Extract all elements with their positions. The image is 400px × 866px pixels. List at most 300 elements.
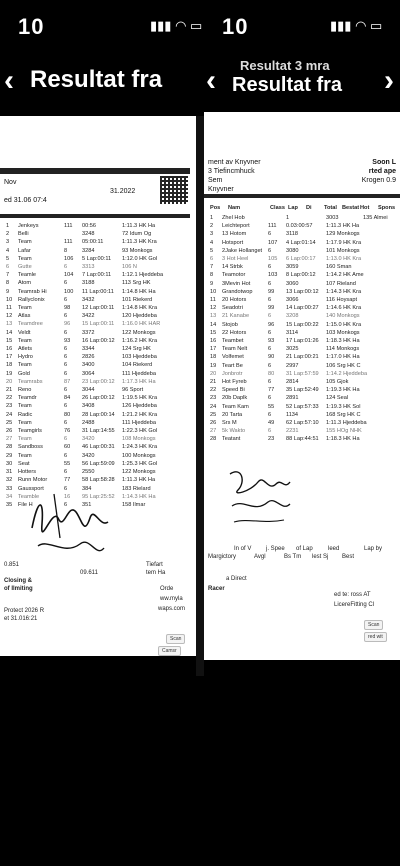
table-cell: 3080 bbox=[286, 247, 299, 254]
table-cell: Team bbox=[18, 337, 32, 344]
table-cell: 6 bbox=[64, 280, 68, 287]
table-cell: 1 bbox=[210, 215, 214, 221]
table-cell: 6 bbox=[268, 280, 272, 287]
table-cell: Reno bbox=[18, 387, 32, 394]
table-cell: 103 Monkogs bbox=[326, 329, 360, 336]
table-cell: 6 bbox=[64, 436, 68, 443]
table-cell: 1:12.1 Hjeddeba bbox=[122, 272, 164, 279]
table-cell: 105 Gjok bbox=[326, 379, 349, 386]
back-icon-right[interactable]: ‹ bbox=[206, 64, 216, 97]
table-cell: 96 Sport bbox=[122, 387, 144, 394]
table-cell: 10 bbox=[6, 296, 13, 303]
table-cell: 3400 bbox=[82, 362, 95, 369]
column-header: Lap bbox=[288, 205, 298, 211]
table-cell: Speed Bi bbox=[222, 387, 245, 394]
table-cell: Atom bbox=[18, 280, 32, 287]
table-cell: 3188 bbox=[82, 280, 95, 287]
table-cell: 28 Lap:00:14 bbox=[82, 411, 115, 418]
table-row bbox=[0, 222, 196, 230]
result-sheet-left: Nov 31.2022 ed 31.06 07:4 1 Jenkeys 111 00:56 1:11.3 HK Ha 2 Belli 3248 72 Idum Og 3 Team 111 05:00:11 1:11.3 HK Kra 4 Lafar 8 3284 93 Monkogs 5 Team 106 5 Lap:00:11 1:12.0 HK Gol 6 Gutte 6 3313 106 N 7 Teamle 104 7 Lap:00:11 1:12.1 Hjeddeba 8 Atom 6 3188 113 Srg HK 9 Teamrab Hi 100 11 Lap:00:11 1:14.8 HK Ha 10 Rallyclonix 6 3432 101 Riekerd 11 Team 98 12 Lap:00:11 1:14.8 HK Kra 12 Atlas 6 3422 120 Hjeddeba 13 Teamdree 96 15 Lap:00:11 1:16.0 HK HAR 14 Veldt 6 3372 122 Monkogs 15 Team 93 16 Lap:00:12 1:16.2 HK Kra 16 Atlets 6 3344 124 Srg HK 17 Hydro 6 2826 103 Hjeddeba 18 Team 6 3400 104 Riekerd 19 Gold 6 3064 111 Hjeddeba 20 Teamrabs 87 23 Lap:00:12 1:17.3 HK Ha 21 Reno 6 3044 96 Sport 22 Teamdr 84 26 Lap:00:12 1:19.5 HK Kra 23 Team 6 3408 126 Hjeddeba 24 Radic 80 28 Lap:00:14 1:21.2 HK Kra 25 Team 6 2488 111 Hjeddeba 26 Teamgirls 76 31 Lap:14:55 1:22.3 HK Gol 27 Team 6 3420 108 Monkogs 28 Sandboss 60 46 Lap:00:31 1:24.3 HK Kra 29 Team 6 3420 100 Monkogs 30 Seat 55 56 Lap:59:09 1:25.3 HK Gol 31 Hotters 6 2550 122 Monkogs 32 Runn Motor 77 58 Lap:58:28 1:11.3 HK Ha 33 Gaussport 6 384 183 Rielard 34 Teamble 16 95 Lap:25:52 1:14.3 HK Ha 35 File H 6 351 158 Ilmar 0.851 09.611 Closing & of Ilmiting Protect 2026 R et 31.016:21 Tiefart tem Ha Orde ww.myla waps.com Scan Camsr bbox=[0, 116, 196, 656]
table-cell: 1:17.3 HK Ha bbox=[122, 378, 156, 385]
table-cell: 6 bbox=[268, 411, 272, 418]
table-cell: 101 Monkogs bbox=[326, 247, 360, 254]
table-cell: 160 Sman bbox=[326, 264, 352, 271]
table-cell: Grandotwop bbox=[222, 288, 253, 295]
scan-button-right[interactable]: Scan bbox=[364, 620, 383, 630]
table-cell: 106 bbox=[64, 255, 74, 262]
table-cell: 77 bbox=[268, 387, 275, 394]
table-cell: 12 Lap:00:11 bbox=[82, 305, 115, 312]
table-row bbox=[0, 353, 196, 361]
table-cell: 120 Hjeddeba bbox=[122, 313, 157, 320]
table-cell: 351 bbox=[82, 501, 92, 508]
table-cell: 3 bbox=[6, 239, 10, 246]
table-cell: 3003 bbox=[326, 215, 339, 221]
table-cell: 1:18.3 HK Ha bbox=[326, 436, 360, 443]
table-cell: 6 bbox=[64, 346, 68, 353]
table-cell: 16 bbox=[210, 338, 217, 345]
table-cell: 16 Lap:00:12 bbox=[82, 337, 115, 344]
table-row bbox=[204, 321, 400, 329]
status-icons-right: ▮▮▮ ◠ ▭ bbox=[330, 18, 383, 33]
table-cell: 3284 bbox=[82, 247, 95, 254]
table-cell: 113 Srg HK bbox=[122, 280, 151, 287]
table-row bbox=[0, 279, 196, 287]
table-cell: 19 bbox=[210, 362, 217, 369]
table-cell: 6 bbox=[64, 419, 68, 426]
table-cell: 6 bbox=[268, 297, 272, 304]
table-cell: 1:19.5 HK Kra bbox=[122, 395, 158, 402]
status-time-left: 10 bbox=[18, 14, 45, 39]
table-row bbox=[0, 370, 196, 378]
table-cell: 3372 bbox=[82, 329, 95, 336]
table-row bbox=[0, 247, 196, 255]
table-cell: 1 bbox=[286, 215, 290, 221]
table-cell: 35 bbox=[6, 501, 13, 508]
table-cell: 3 bbox=[210, 231, 214, 238]
table-cell: Rallyclonix bbox=[18, 296, 45, 303]
table-cell: 129 Monkogs bbox=[326, 231, 360, 238]
table-cell: Hotsport bbox=[222, 239, 244, 246]
table-cell: 6 bbox=[64, 469, 68, 476]
table-cell: 23 Lap:00:12 bbox=[82, 378, 115, 385]
table-cell: 4 Lap:01:14 bbox=[286, 239, 316, 246]
page-subtitle-right: Resultat 3 mra bbox=[240, 58, 330, 73]
table-cell: 15 bbox=[210, 329, 217, 336]
table-cell: 3432 bbox=[82, 296, 95, 303]
table-cell: 12 bbox=[210, 305, 217, 312]
signature-right bbox=[224, 462, 294, 532]
sheet-header-right-col: Soon L rted ape Krogen 0.9 bbox=[361, 159, 396, 184]
table-cell: 14 bbox=[6, 329, 13, 336]
table-cell: 6 bbox=[268, 428, 272, 435]
table-cell: Srs M bbox=[222, 420, 237, 427]
table-row bbox=[204, 304, 400, 312]
table-cell: 16 bbox=[64, 493, 71, 500]
table-cell: 1:13.0 HK Kra bbox=[326, 256, 362, 263]
table-row bbox=[0, 443, 196, 451]
table-cell: 21 Kanabe bbox=[222, 313, 250, 320]
table-cell: 4 bbox=[6, 247, 10, 254]
table-cell: 3059 bbox=[286, 264, 299, 271]
table-cell: 1:16.0 HK HAR bbox=[122, 321, 161, 328]
page-title-right: Resultat fra bbox=[232, 74, 343, 96]
table-cell: 104 bbox=[64, 272, 74, 279]
table-cell: Hydro bbox=[18, 354, 33, 361]
table-cell: 17 bbox=[210, 346, 217, 353]
table-row bbox=[204, 419, 400, 427]
table-row bbox=[0, 386, 196, 394]
table-row bbox=[204, 386, 400, 394]
table-cell: 88 Lap:44:51 bbox=[286, 436, 319, 443]
table-header-right bbox=[204, 204, 396, 212]
table-cell: 96 bbox=[268, 321, 275, 328]
table-cell: 12 bbox=[6, 313, 13, 320]
table-cell: 3408 bbox=[82, 403, 95, 410]
table-cell: 1 bbox=[6, 223, 10, 229]
table-cell: 1:14.8 HK Kra bbox=[122, 305, 158, 312]
table-cell: 1:14.3 HK Kra bbox=[326, 288, 362, 295]
table-cell: 62 Lap:57:10 bbox=[286, 420, 319, 427]
table-cell: 2826 bbox=[82, 354, 95, 361]
table-cell: 135 Almei bbox=[363, 215, 388, 221]
table-cell: 100 Monkogs bbox=[122, 452, 156, 459]
table-cell: Volfemet bbox=[222, 354, 244, 361]
table-cell: 7 Lap:00:11 bbox=[82, 272, 112, 279]
table-cell: 4 bbox=[210, 239, 214, 246]
table-row bbox=[0, 263, 196, 271]
table-cell: 11 bbox=[6, 305, 12, 312]
table-cell: 58 Lap:58:28 bbox=[82, 477, 115, 484]
table-cell: 106 Srg HK C bbox=[326, 362, 361, 369]
table-cell: 107 bbox=[268, 239, 278, 246]
column-header: Spons bbox=[378, 205, 396, 211]
table-cell: 3422 bbox=[82, 313, 95, 320]
table-cell: 72 Idum Og bbox=[122, 231, 152, 238]
table-cell: 5 Lap:00:11 bbox=[82, 255, 112, 262]
table-cell: 111 Hjeddeba bbox=[122, 370, 157, 377]
table-cell: 6 bbox=[268, 247, 272, 254]
table-cell: 77 bbox=[64, 477, 71, 484]
table-cell: 6 bbox=[64, 264, 68, 271]
table-row bbox=[0, 345, 196, 353]
table-cell: 15 Lap:00:22 bbox=[286, 321, 319, 328]
table-cell: 56 Lap:59:09 bbox=[82, 460, 115, 467]
status-icons-left: ▮▮▮ ◠ ▭ bbox=[150, 18, 203, 33]
table-cell: 55 bbox=[268, 403, 275, 410]
table-cell: 2891 bbox=[286, 395, 299, 402]
table-cell: 35 Lap:52:49 bbox=[286, 387, 319, 394]
table-cell: 23 bbox=[268, 436, 275, 443]
table-cell: Teart Be bbox=[222, 362, 243, 369]
table-cell: 24 bbox=[210, 403, 217, 410]
table-cell: 1:16.2 HK Kra bbox=[122, 337, 158, 344]
table-cell: Team bbox=[18, 305, 32, 312]
table-cell: 2 bbox=[210, 223, 214, 230]
table-cell: 183 Rielard bbox=[122, 485, 151, 492]
table-cell: 6 bbox=[268, 362, 272, 369]
table-cell: Stojob bbox=[222, 321, 238, 328]
table-row bbox=[204, 370, 400, 378]
table-cell: Hotters bbox=[18, 469, 37, 476]
table-cell: Radic bbox=[18, 411, 33, 418]
status-bar bbox=[0, 0, 400, 52]
header-rule bbox=[0, 168, 190, 174]
table-row bbox=[204, 403, 400, 411]
table-cell: 31 Lap:14:55 bbox=[82, 428, 115, 435]
table-cell: Lafar bbox=[18, 247, 31, 254]
table-cell: 1:11.3 HK Ha bbox=[122, 223, 156, 229]
table-cell: 60 bbox=[64, 444, 71, 451]
table-cell: 3248 bbox=[82, 231, 95, 238]
table-cell: 05:00:11 bbox=[82, 239, 104, 246]
table-cell: 3060 bbox=[286, 280, 299, 287]
table-row bbox=[0, 419, 196, 427]
table-cell: 76 bbox=[64, 428, 71, 435]
table-cell: File H bbox=[18, 501, 33, 508]
table-cell: 24 bbox=[6, 411, 13, 418]
back-icon[interactable]: ‹ bbox=[4, 64, 14, 97]
table-row bbox=[0, 312, 196, 320]
table-cell: Hot Fyreb bbox=[222, 379, 247, 386]
table-cell: 124 Srg HK bbox=[122, 346, 151, 353]
table-cell: 114 Monkogs bbox=[326, 346, 360, 353]
table-cell: 20 Tarta bbox=[222, 411, 243, 418]
table-row bbox=[0, 476, 196, 484]
table-cell: 2231 bbox=[286, 428, 299, 435]
table-cell: 111 bbox=[64, 223, 73, 229]
table-cell: 18 bbox=[210, 354, 217, 361]
table-cell: 1:11.3 HK Kra bbox=[122, 239, 157, 246]
table-cell: 93 bbox=[268, 338, 275, 345]
table-row bbox=[0, 255, 196, 263]
table-cell: 1:19.3 HK Ha bbox=[326, 387, 360, 394]
table-row bbox=[0, 427, 196, 435]
table-cell: 28 bbox=[6, 444, 13, 451]
table-cell: 29 bbox=[6, 452, 13, 459]
table-cell: Team bbox=[18, 255, 32, 262]
table-cell: 1:11.3 HK Ha bbox=[122, 477, 156, 484]
table-cell: 1:24.3 HK Kra bbox=[122, 444, 158, 451]
scan-button-left[interactable]: Scan bbox=[166, 634, 185, 644]
table-row bbox=[204, 378, 400, 386]
table-cell: 6 bbox=[268, 346, 272, 353]
table-cell: Team bbox=[18, 362, 32, 369]
table-cell: 103 Hjeddeba bbox=[122, 354, 157, 361]
table-cell: 6 bbox=[64, 313, 68, 320]
column-header: Hot bbox=[360, 205, 370, 211]
table-cell: Teamle bbox=[18, 272, 37, 279]
table-cell: Belli bbox=[18, 231, 29, 238]
table-cell: 6 bbox=[210, 256, 214, 263]
table-cell bbox=[268, 214, 286, 222]
table-cell: Atlas bbox=[18, 313, 31, 320]
table-cell: 3313 bbox=[82, 264, 95, 271]
table-cell: 31 bbox=[6, 469, 13, 476]
table-cell: Teamdree bbox=[18, 321, 43, 328]
table-cell: 9 bbox=[210, 280, 214, 287]
forward-icon[interactable]: › bbox=[384, 64, 394, 97]
table-cell: 8 bbox=[64, 247, 68, 254]
table-cell: 26 bbox=[210, 420, 217, 427]
table-cell: 3Mevin Hot bbox=[222, 280, 251, 287]
table-cell: Teamrab Hi bbox=[18, 288, 47, 295]
table-cell: 22 bbox=[210, 387, 217, 394]
table-cell: 103 bbox=[268, 272, 278, 279]
table-cell: 111 bbox=[268, 223, 277, 230]
table-cell: Sandboss bbox=[18, 444, 43, 451]
table-row bbox=[0, 320, 196, 328]
table-cell: 32 bbox=[6, 477, 13, 484]
table-cell: 2488 bbox=[82, 419, 95, 426]
table-cell: 13 Hotom bbox=[222, 231, 247, 238]
table-row bbox=[0, 411, 196, 419]
table-cell: 93 bbox=[64, 337, 71, 344]
table-cell: 23 bbox=[210, 395, 217, 402]
table-cell: 90 bbox=[268, 354, 275, 361]
table-cell: 11 bbox=[210, 297, 216, 304]
table-cell: Gold bbox=[18, 370, 30, 377]
table-cell: 80 bbox=[268, 370, 275, 377]
table-cell: Teamble bbox=[18, 493, 40, 500]
table-cell: 1:14.2 Hjeddeba bbox=[326, 370, 368, 377]
table-cell: 8 bbox=[6, 280, 10, 287]
table-cell bbox=[64, 230, 82, 238]
table-cell: 107 Rieland bbox=[326, 280, 356, 287]
table-cell: 23 bbox=[6, 403, 13, 410]
table-cell: Team Kam bbox=[222, 403, 249, 410]
result-sheet-right: ment av Knyvner 3 Tiefincmhuck Sem Knyvner Soon L rted ape Krogen 0.9 Pos Nam Class Lap Di Total Bestat Hot Spons 1 Zhel Hob 1 3003 135 Almei 2 Leichteport 111 0.03:00:57 1:11.3 HK Ha 3 13 Hotom 6 3118 129 Monkogs 4 Hotsport 107 4 Lap:01:14 1:17.9 HK Kra 5 2Jake Hollanget 6 3080 101 Monkogs 6 3 Hot Heel 105 6 Lap:00:17 1:13.0 HK Kra 7 14 Strbk 6 3059 160 Sman 8 Teamotor 103 8 Lap:00:12 1:14.2 HK Ame 9 3Mevin Hot 6 3060 107 Rieland 10 Grandotwop 99 13 Lap:00:12 1:14.3 HK Kra 11 20 Hotors 6 3066 116 Hoysapt 12 Seadotri 99 14 Lap:00:27 1:14.6 HK Kra 13 21 Kanabe 6 3208 140 Monkogs 14 Stojob 96 15 Lap:00:22 1:15.0 HK Kra 15 22 Hotors 6 3114 103 Monkogs 16 Teambet 93 17 Lap:01:26 1:18.3 HK Ha 17 Team Nelt 6 3025 114 Monkogs 18 Volfemet 90 21 Lap:00:21 1:17.0 HK Ha 19 Teart Be 6 2997 106 Srg HK C 20 Jonbrotr 80 31 Lap:57:59 1:14.2 Hjeddeba 21 Hot Fyreb 6 2814 105 Gjok 22 Speed Bi 77 35 Lap:52:49 1:19.3 HK Ha 23 20b Daplk 6 2891 124 Seal 24 Team Kam 55 52 Lap:57:33 1:19.3 HK Sol 25 20 Tarta 6 1134 168 Srg HK C 26 Srs M 49 62 Lap:57:10 1:11.3 Hjeddeba 27 5k Wakto 6 2231 155 HOg NHK 28 Teatant 23 88 Lap:44:51 1:18.3 HK Ha In of V j. Spee of Lap leed Lap by Margictory Avgl Bs Tm lest Sj Best a Direct Racer ed te: ross AT LicereFitting Cl Scan red wit bbox=[204, 112, 400, 660]
table-row bbox=[204, 214, 400, 222]
table-row bbox=[0, 296, 196, 304]
table-cell: 20 bbox=[6, 378, 13, 385]
table-cell: 11 Lap:00:11 bbox=[82, 288, 114, 295]
table-cell: Team bbox=[18, 452, 32, 459]
table-cell: 1:14.2 HK Ame bbox=[326, 272, 364, 279]
table-cell: 52 Lap:57:33 bbox=[286, 403, 319, 410]
column-header: Class bbox=[270, 205, 285, 211]
table-cell: 6 bbox=[6, 264, 10, 271]
table-cell: Teambet bbox=[222, 338, 244, 345]
table-row bbox=[0, 288, 196, 296]
table-cell: Veldt bbox=[18, 329, 31, 336]
table-cell: 49 bbox=[268, 420, 275, 427]
table-cell: 6 bbox=[64, 296, 68, 303]
table-cell: 99 bbox=[268, 288, 275, 295]
table-cell: Leichteport bbox=[222, 223, 250, 230]
table-cell: 1134 bbox=[286, 411, 299, 418]
table-cell: 25 bbox=[6, 419, 13, 426]
table-cell: 105 bbox=[268, 256, 278, 263]
table-row bbox=[0, 230, 196, 238]
table-cell: Team bbox=[18, 239, 32, 246]
table-cell: 3 Hot Heel bbox=[222, 256, 249, 263]
table-cell: 126 Hjeddeba bbox=[122, 403, 157, 410]
sheet-header-left: Nov 31.2022 ed 31.06 07:4 bbox=[4, 179, 136, 204]
table-row bbox=[204, 329, 400, 337]
table-cell: 122 Monkogs bbox=[122, 469, 156, 476]
table-cell: 168 Srg HK C bbox=[326, 411, 361, 418]
table-cell: 18 bbox=[6, 362, 13, 369]
table-cell: 26 Lap:00:12 bbox=[82, 395, 115, 402]
table-cell: 1:19.3 HK Sol bbox=[326, 403, 361, 410]
table-cell: 5k Wakto bbox=[222, 428, 246, 435]
table-cell: 1:25.3 HK Gol bbox=[122, 460, 158, 467]
table-row bbox=[204, 394, 400, 402]
table-cell: 3025 bbox=[286, 346, 299, 353]
table-cell: 15 bbox=[6, 337, 13, 344]
table-cell: 111 bbox=[64, 239, 73, 246]
results-table-right bbox=[204, 214, 400, 444]
table-cell: 00:56 bbox=[82, 223, 96, 229]
table-cell: 21 Lap:00:21 bbox=[286, 354, 319, 361]
table-cell: Team bbox=[18, 403, 32, 410]
table-row bbox=[0, 238, 196, 246]
table-cell: 6 bbox=[268, 379, 272, 386]
table-cell: 2Jake Hollanget bbox=[222, 247, 263, 254]
status-time-right: 10 bbox=[222, 14, 249, 39]
table-row bbox=[0, 435, 196, 443]
table-cell: 1:22.3 HK Gol bbox=[122, 428, 158, 435]
table-cell: 14 Strbk bbox=[222, 264, 243, 271]
table-cell: 6 bbox=[64, 387, 68, 394]
table-cell: 158 Ilmar bbox=[122, 501, 146, 508]
table-row bbox=[0, 378, 196, 386]
table-cell: 15 Lap:00:11 bbox=[82, 321, 115, 328]
table-row bbox=[204, 288, 400, 296]
table-cell: 1:14.3 HK Ha bbox=[122, 493, 156, 500]
table-cell: 108 Monkogs bbox=[122, 436, 156, 443]
table-cell: 104 Riekerd bbox=[122, 362, 153, 369]
table-cell: 101 Riekerd bbox=[122, 296, 153, 303]
table-cell: 3420 bbox=[82, 436, 95, 443]
table-row bbox=[0, 468, 196, 476]
table-cell: 155 HOg NHK bbox=[326, 428, 362, 435]
table-cell: 14 Lap:00:27 bbox=[286, 305, 319, 312]
table-cell: 1:11.3 HK Ha bbox=[326, 223, 360, 230]
table-cell: 116 Hoysapt bbox=[326, 297, 357, 304]
table-cell: 31 Lap:57:59 bbox=[286, 370, 319, 377]
header-rule-right bbox=[204, 194, 400, 198]
table-row bbox=[204, 427, 400, 435]
table-cell: 1:14.8 HK Ha bbox=[122, 288, 156, 295]
column-header: Di bbox=[306, 205, 312, 211]
table-cell: 80 bbox=[64, 411, 71, 418]
table-cell: 6 bbox=[268, 395, 272, 402]
table-cell: 6 bbox=[64, 501, 68, 508]
table-cell: 25 bbox=[210, 411, 217, 418]
table-cell: 17 Lap:01:26 bbox=[286, 338, 319, 345]
table-cell: 6 bbox=[64, 485, 68, 492]
table-cell: 122 Monkogs bbox=[122, 329, 156, 336]
table-cell: 6 bbox=[64, 452, 68, 459]
table-row bbox=[204, 353, 400, 361]
table-cell: 19 bbox=[6, 370, 13, 377]
table-cell: 1:21.2 HK Kra bbox=[122, 411, 158, 418]
table-cell: 1:15.0 HK Kra bbox=[326, 321, 362, 328]
table-cell: 34 bbox=[6, 493, 13, 500]
table-cell: 99 bbox=[268, 305, 275, 312]
table-cell: 21 bbox=[6, 387, 13, 394]
table-row bbox=[204, 435, 400, 443]
table-row bbox=[0, 271, 196, 279]
table-cell: Team bbox=[18, 436, 32, 443]
table-row bbox=[0, 452, 196, 460]
table-cell: 46 Lap:00:31 bbox=[82, 444, 115, 451]
table-row bbox=[204, 362, 400, 370]
table-cell: Team Nelt bbox=[222, 346, 248, 353]
table-cell: 28 bbox=[210, 436, 217, 443]
